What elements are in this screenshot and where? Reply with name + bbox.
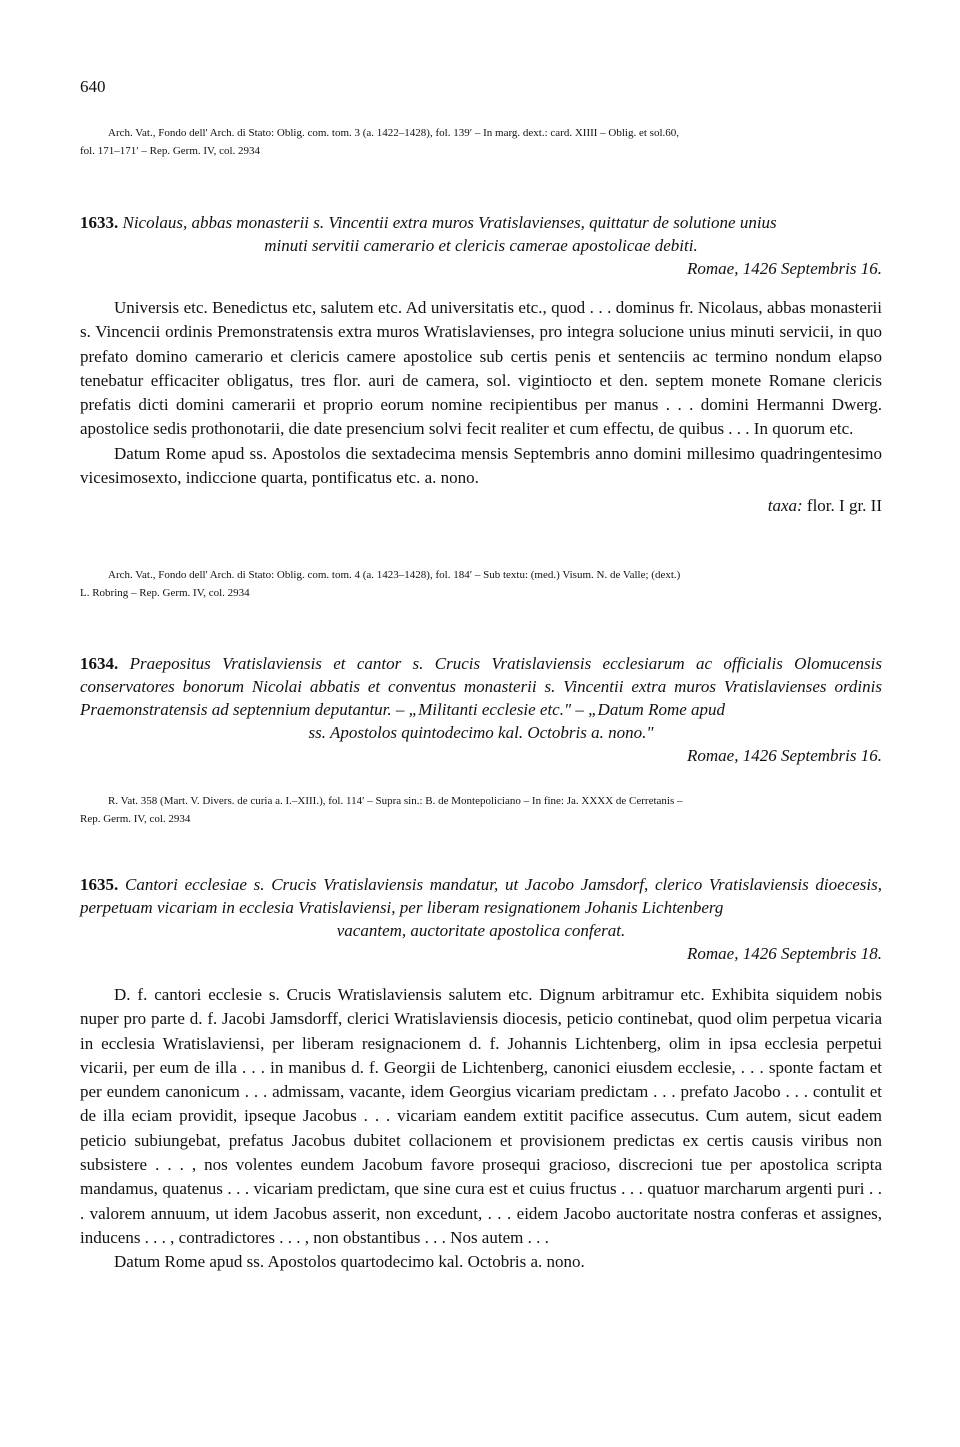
taxa-value: flor. I gr. II: [806, 496, 882, 516]
entry-body: [80, 983, 882, 1275]
entry-number: 1634.: [80, 654, 119, 673]
entry-1634: [80, 652, 882, 767]
entry-date: Romae, 1426 Septembris 16.: [686, 259, 882, 278]
entry-summary: Cantori ecclesiae s. Crucis Vratislaviensis mandatur, ut Jacobo Jamsdorf, clerico Vratislaviensis dioecesis, perpetuam vicariam in ecclesia Vratislaviensi, per liberam resignationem Johanis Lichtenberg: [80, 875, 882, 917]
source-line: Arch. Vat., Fondo dell' Arch. di Stato: Oblig. com. tom. 3 (a. 1422–1428), fol. 139′ – In marg. dext.: card. XIIII – Oblig. et sol.60,: [108, 127, 680, 139]
source-line: fol. 171–171′ – Rep. Germ. IV, col. 2934: [80, 145, 261, 157]
entry-summary: Praepositus Vratislaviensis et cantor s. Crucis Vratislaviensis ecclesiarum ac officialis Olomucensis conservatores bonorum Nicolai abbatis et conventus monasterii s. Vincentii extra muros Vratislavienses ordinis Praemonstratensis ad septennium deputantur. – „Militanti ecclesie etc." – „Datum Rome apud: [80, 654, 882, 719]
entry-summary: Nicolaus, abbas monasterii s. Vincentii extra muros Vratislavienses, quittatur de solutione unius: [122, 213, 777, 232]
entry-summary-cont: vacantem, auctoritate apostolica conferat.: [336, 921, 626, 940]
taxa-line: [80, 494, 882, 517]
source-line: L. Robring – Rep. Germ. IV, col. 2934: [80, 587, 250, 599]
taxa-label: taxa:: [767, 496, 803, 516]
source-note-1634: [80, 792, 882, 828]
entry-date: Romae, 1426 Septembris 16.: [686, 746, 882, 765]
entry-date: Romae, 1426 Septembris 18.: [686, 944, 882, 963]
source-line: R. Vat. 358 (Mart. V. Divers. de curia a. I.–XIII.), fol. 114′ – Supra sin.: B. de Montepoliciano – In fine: Ja. XXXX de Cerretanis –: [108, 795, 683, 807]
body-paragraph: Datum Rome apud ss. Apostolos die sextadecima mensis Septembris anno domini millesimo quadringentesimo vicesimosexto, indiccione quarta, pontificatus etc. a. nono.: [80, 443, 882, 488]
entry-summary-cont: minuti servitii camerario et clericis camerae apostolicae debiti.: [264, 236, 698, 255]
entry-number: 1633.: [80, 213, 119, 232]
entry-header: [80, 652, 882, 744]
body-paragraph: Datum Rome apud ss. Apostolos quartodecimo kal. Octobris a. nono.: [114, 1252, 585, 1272]
entry-summary-cont: ss. Apostolos quintodecimo kal. Octobris a. nono.": [308, 723, 654, 742]
entry-1633: [80, 211, 882, 517]
body-paragraph: D. f. cantori ecclesie s. Crucis Wratislaviensis salutem etc. Dignum arbitramur etc. Exhibita siquidem nobis nuper pro parte d. f. Jacobi Jamsdorff, clerici Wratislaviensis diocesis, peticio continebat, quod olim perpetua vicaria in ecclesia Wratislaviensi, per liberam resignacionem d. f. Johannis Lichtenberg, olim in ipsa ecclesia perpetui vicarii, per eum de illa . . . in manibus d. f. Georgii de Lichtenberg, canonici eiusdem ecclesie, . . . sponte factam et per eundem canonicum . . . admissam, vacante, idem Georgius vicariam predictam . . . prefato Jacobo . . . contulit et de illa eciam providit, ipseque Jacobus . . . vicariam eandem extitit pacifice assecutus. Cum autem, sicut eadem peticio subiungebat, prefatus Jacobus dubitet collacionem et provisionem predictas ex certis causis viribus non subsistere . . . , nos volentes eundem Jacobum favore prosequi gracioso, discrecioni tue per apostolica scripta mandamus, quatenus . . . vicariam predictam, que sine cura est et cuius fructus . . . quatuor marcharum argenti puri . . . valorem annuum, ut idem Jacobus asserit, non excedunt, . . . eidem Jacobo auctoritate nostra conferas et assignes, inducens . . . , contradictores . . . , non obstantibus . . . Nos autem . . .: [80, 985, 882, 1247]
page-number: 640: [80, 77, 106, 96]
entry-1635: [80, 873, 882, 1275]
source-line: Arch. Vat., Fondo dell' Arch. di Stato: Oblig. com. tom. 4 (a. 1423–1428), fol. 184′ – Sub textu: (med.) Visum. N. de Valle; (dext.): [108, 569, 681, 581]
entry-header: [80, 873, 882, 942]
entry-body: [80, 296, 882, 490]
entry-number: 1635.: [80, 875, 119, 894]
entry-header: [80, 211, 882, 257]
source-note-top: [80, 124, 882, 160]
body-paragraph: Universis etc. Benedictus etc, salutem etc. Ad universitatis etc., quod . . . dominus fr. Nicolaus, abbas monasterii s. Vincencii ordinis Premonstratensis extra muros Wratislavienses, pro integra solucione unius minuti servicii, in quo prefato domino camerario et clericis camere apostolice sub certis penis et sentenciis ac termino nondum elapso tenebatur efficaciter obligatus, tres flor. auri de camera, sol. vigintiocto et den. septem monete Romane clericis prefatis dicti domini camerarii et proprio eorum nomine recipientibus per manus . . . domini Hermanni Dwerg. apostolice sedis prothonotarii, die date presencium solvi fecit realiter et cum effectu, de quibus . . . In quorum etc.: [80, 298, 882, 439]
source-note-1633: [80, 566, 882, 602]
source-line: Rep. Germ. IV, col. 2934: [80, 813, 191, 825]
